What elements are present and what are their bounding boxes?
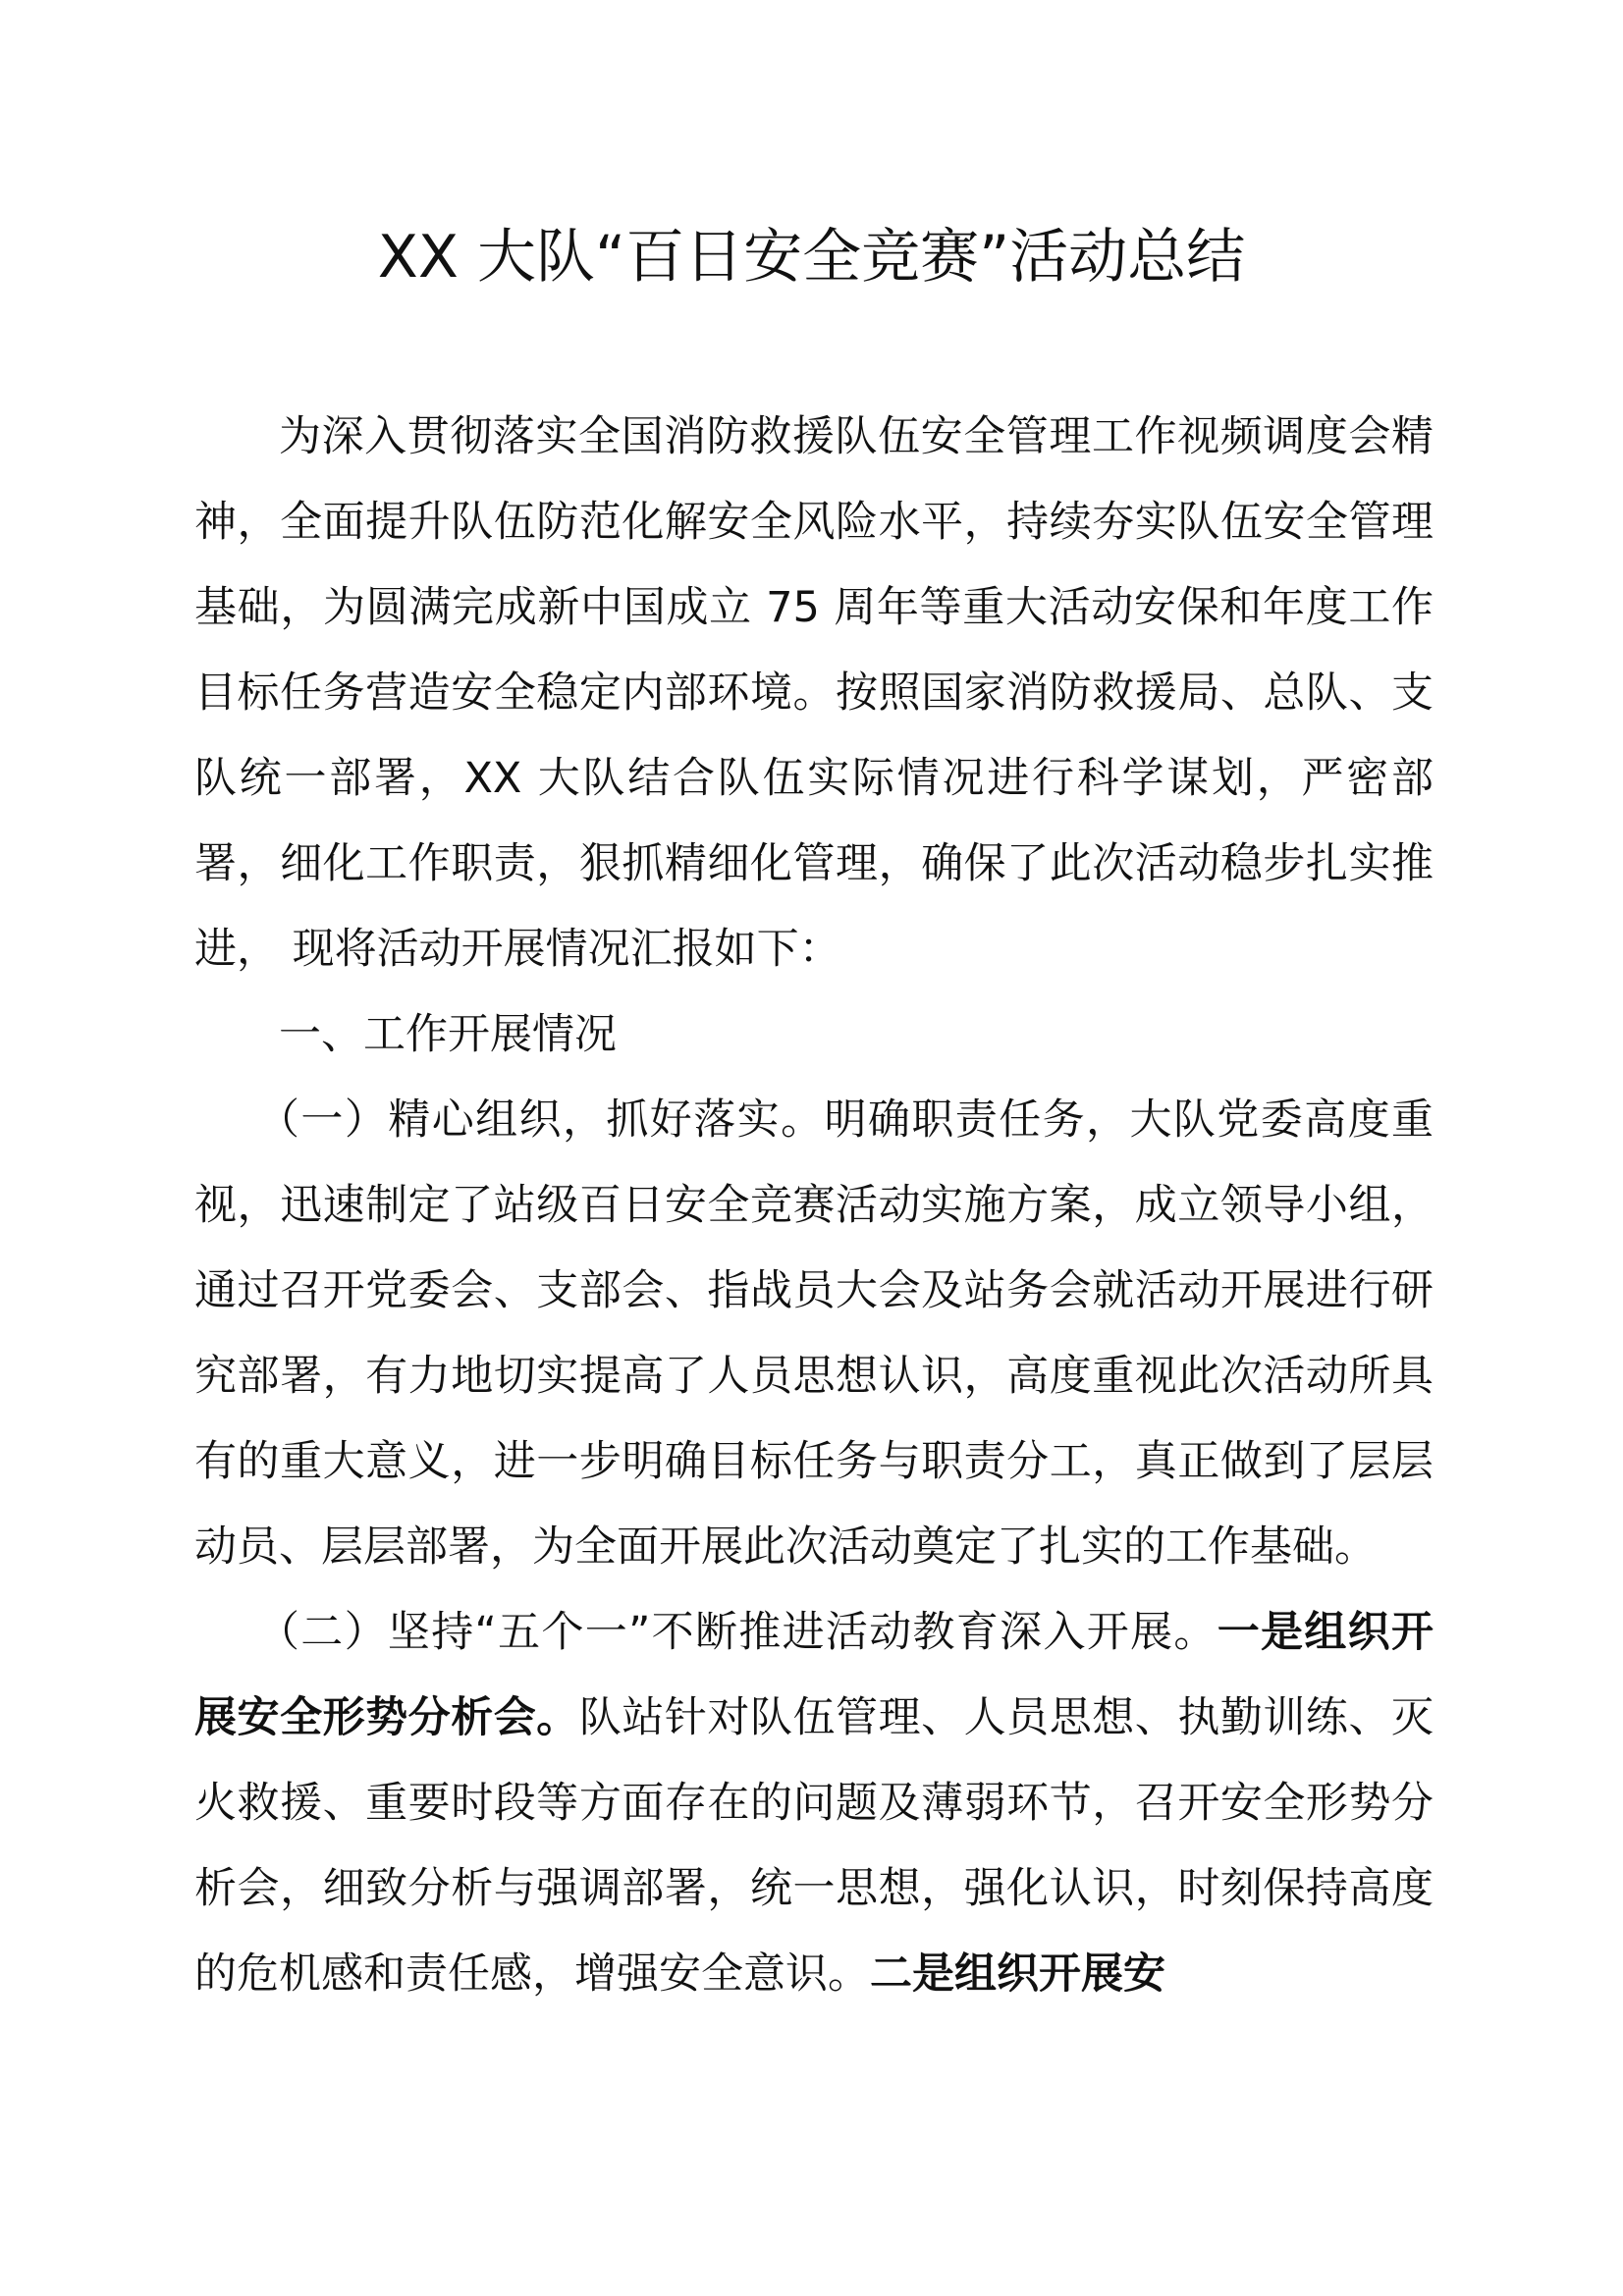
item-1-paragraph: （一）精心组织，抓好落实。明确职责任务，大队党委高度重视，迅速制定了站级百日安全竞赛活动实施方案，成立领导小组，通过召开党委会、支部会、指战员大会及站务会就活动开展进行研究部署，有力地切实提高了人员思想认识，高度重视此次活动所具有的重大意义，进一步明确目标任务与职责分工，真正做到了层层动员、层层部署，为全面开展此次活动奠定了扎实的工作基础。: [194, 1095, 1434, 1572]
item-2-paragraph: [194, 1590, 1434, 2017]
document-body: [194, 395, 1434, 2017]
item-2-bold-1: 一是组织开展安全形势分析会。: [194, 1608, 1434, 1742]
intro-paragraph: 为深入贯彻落实全国消防救援队伍安全管理工作视频调度会精神，全面提升队伍防范化解安全风险水平，持续夯实队伍安全管理基础，为圆满完成新中国成立 75 周年等重大活动安保和年度工作目标任务营造安全稳定内部环境。按照国家消防救援局、总队、支队统一部署，XX 大队结合队伍实际情况进行科学谋划，严密部署，细化工作职责，狠抓精细化管理，确保了此次活动稳步扎实推进， 现将活动开展情况汇报如下：: [194, 412, 1434, 974]
section-heading: 一、工作开展情况: [279, 1010, 617, 1059]
item-2-lead: （二）坚持“五个一”不断推进活动教育深入开展。: [257, 1608, 1217, 1657]
item-2-bold-2: 二是组织开展安: [870, 1949, 1165, 1999]
item-2-body-1: 队站针对队伍管理、人员思想、执勤训练、灭火救援、重要时段等方面存在的问题及薄弱环节，召开安全形势分析会，细致分析与强调部署，统一思想，强化认识，时刻保持高度的危机感和责任感，增强安全意识。: [194, 1693, 1434, 1999]
document-title: XX 大队“百日安全竞赛”活动总结: [377, 223, 1246, 292]
